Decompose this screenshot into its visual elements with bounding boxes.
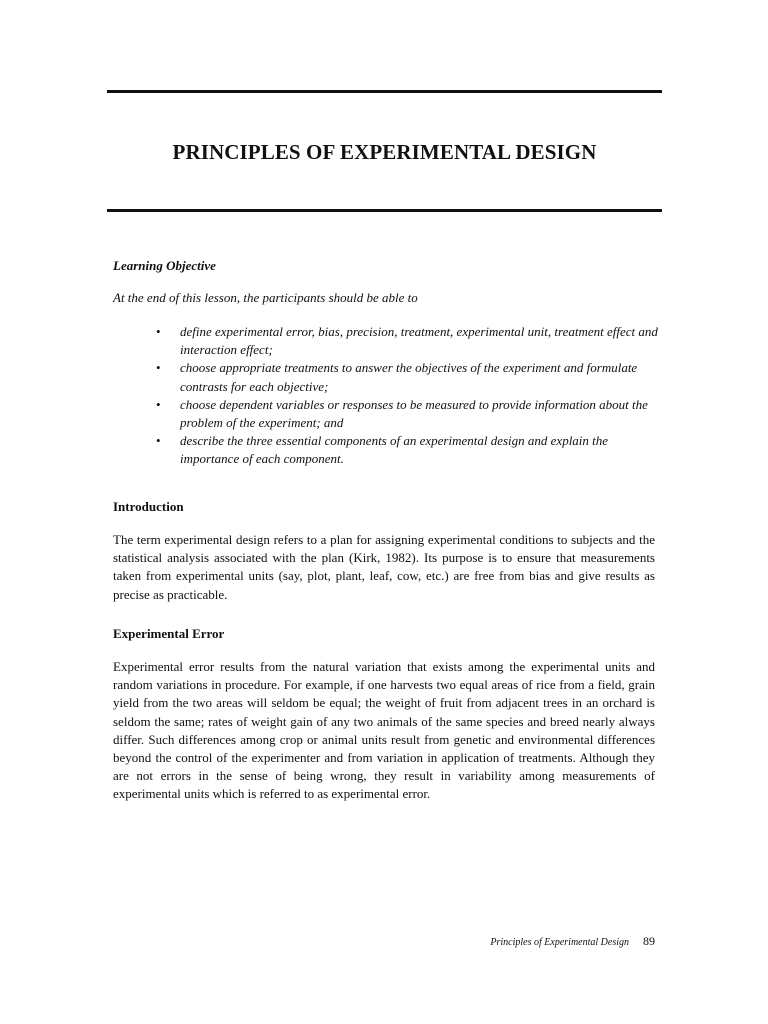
- page-footer: [490, 934, 655, 949]
- bullet-icon: •: [156, 433, 161, 449]
- bottom-rule: [107, 209, 662, 212]
- page-title: PRINCIPLES OF EXPERIMENTAL DESIGN: [172, 140, 597, 164]
- objective-text: choose appropriate treatments to answer the objectives of the experiment and formulate contrasts for each objective;: [180, 360, 638, 394]
- list-item: [148, 323, 660, 359]
- objective-text: describe the three essential components of an experimental design and explain the importance of each component.: [180, 433, 609, 467]
- introduction-heading: Introduction: [113, 499, 184, 514]
- list-item: [148, 432, 660, 468]
- page-number: 89: [643, 934, 655, 948]
- bullet-icon: •: [156, 324, 161, 339]
- objective-text: choose dependent variables or responses to be measured to provide information about the problem of the experiment; and: [180, 396, 648, 431]
- objective-text: define experimental error, bias, precision, treatment, experimental unit, treatment effect and interaction effect;: [180, 324, 658, 358]
- introduction-paragraph: The term experimental design refers to a plan for assigning experimental conditions to subjects and the statistical analysis associated with the plan (Kirk, 1982). Its purpose is to ensure that measurements taken from experimental units (say, plot, plant, leaf, cow, etc.) are free from bias and give results as precise as practicable.: [113, 532, 655, 602]
- learning-objective-heading: Learning Objective: [113, 258, 216, 273]
- learning-objective-intro: At the end of this lesson, the participants should be able to: [113, 290, 418, 305]
- experimental-error-paragraph: Experimental error results from the natural variation that exists among the experimental units and random variations in procedure. For example, if one harvests two equal areas of rice from a field, grain yield from the two areas will seldom be equal; the weight of fruit from adjacent trees in an orchard is seldom the same; rates of weight gain of any two animals of the same species and breed nearly always differ. Such differences among crop or animal units result from genetic and environmental differences beyond the control of the experimenter and from variation in application of treatments. Although they are not errors in the sense of being wrong, they result in variability among measurements of experimental units which is referred to as experimental error.: [113, 659, 655, 802]
- top-rule: [107, 90, 662, 93]
- bullet-icon: •: [156, 360, 161, 376]
- list-item: [148, 396, 660, 432]
- footer-running-title: Principles of Experimental Design: [490, 937, 629, 948]
- list-item: [148, 359, 660, 395]
- bullet-icon: •: [156, 396, 161, 412]
- experimental-error-heading: Experimental Error: [113, 626, 225, 641]
- objectives-list: [148, 323, 660, 469]
